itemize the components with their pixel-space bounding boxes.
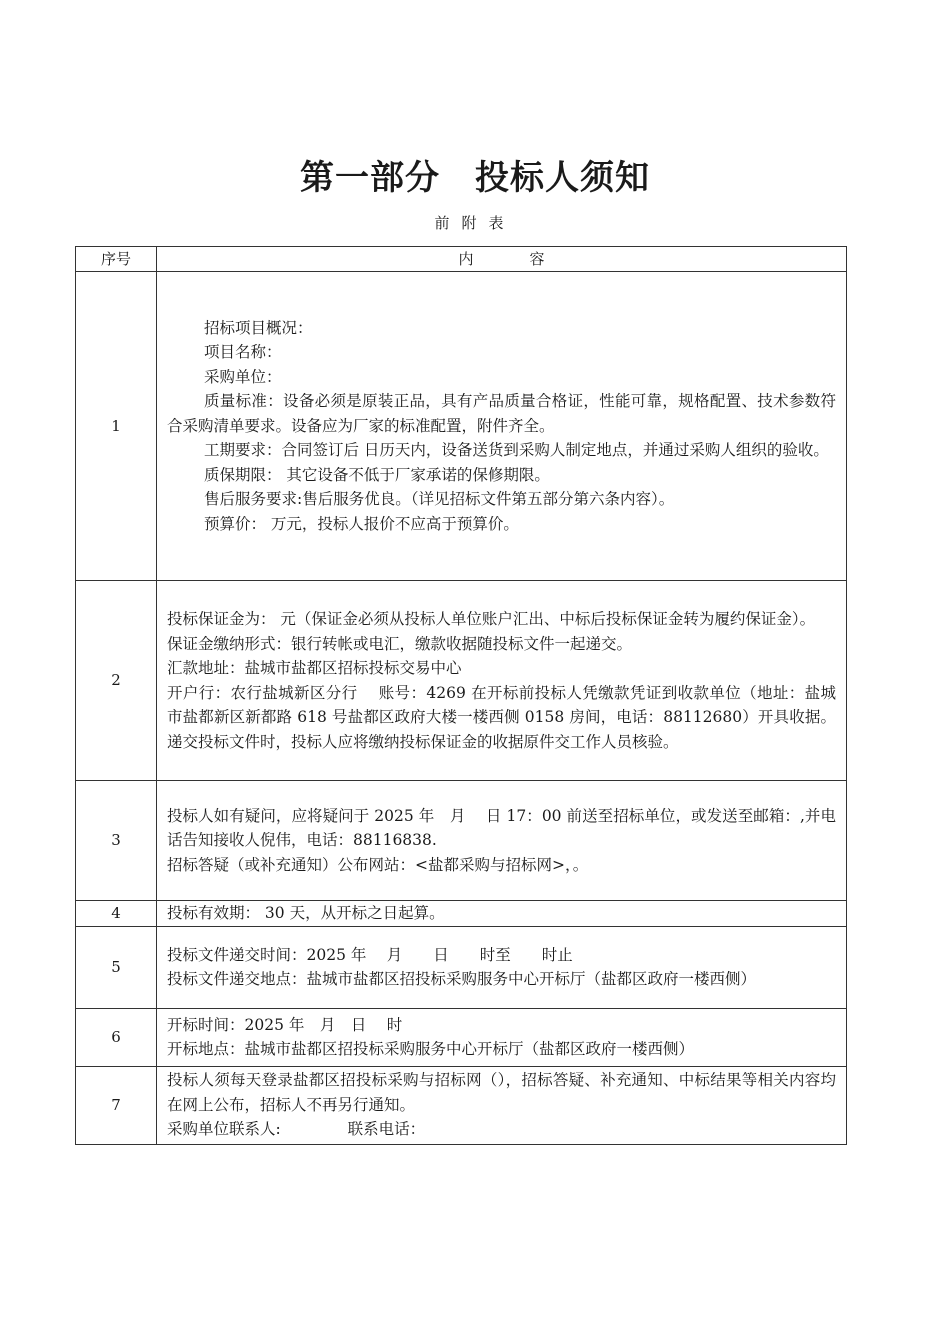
header-seq: 序号 (76, 247, 157, 272)
table-row (76, 926, 847, 1008)
content-line: 开标地点：盐城市盐都区招投标采购服务中心开标厅（盐都区政府一楼西侧） (167, 1040, 695, 1058)
row-number: 3 (76, 781, 157, 901)
row-content (157, 272, 847, 581)
row-content (157, 926, 847, 1008)
content-line: 质量标准：设备必须是原装正品，具有产品质量合格证，性能可靠，规格配置、技术参数符合采购清单要求。设备应为厂家的标准配置，附件齐全。 (167, 392, 836, 435)
content-line: 招标项目概况： (204, 318, 313, 337)
table-row (76, 1008, 847, 1066)
content-line: 采购单位联系人: 联系电话： (167, 1120, 426, 1139)
row-content (157, 1008, 847, 1066)
content-line: 投标人须每天登录盐都区招投标采购与招标网（），招标答疑、补充通知、中标结果等相关内容均在网上公布，招标人不再另行通知。 (167, 1071, 836, 1114)
content-line: 采购单位： (204, 367, 282, 386)
content-line: 质保期限： 其它设备不低于厂家承诺的保修期限。 (204, 465, 550, 484)
content-line: 开户行：农行盐城新区分行 账号：4269 在开标前投标人凭缴款凭证到收款单位（地址：盐城市盐都新区新都路 618 号盐都区政府大楼一楼西侧 0158 房间，电话：88112680）开具收据。递交投标文件时，投标人应将缴纳投标保证金的收据原件交工作人员核验。 (167, 683, 836, 751)
row-number: 1 (76, 272, 157, 581)
content-line: 投标文件递交地点：盐城市盐都区招投标采购服务中心开标厅（盐都区政府一楼西侧） (167, 970, 757, 988)
content-line: 售后服务要求:售后服务优良。（详见招标文件第五部分第六条内容）。 (204, 490, 675, 509)
content-line: 预算价： 万元，投标人报价不应高于预算价。 (204, 514, 519, 533)
row-number: 6 (76, 1008, 157, 1066)
row-number: 2 (76, 581, 157, 781)
table-row (76, 901, 847, 927)
header-content: 内容 (157, 247, 847, 272)
pre-attached-table (75, 246, 847, 1145)
table-row (76, 1066, 847, 1144)
table-row (76, 272, 847, 581)
row-content (157, 781, 847, 901)
row-number: 5 (76, 926, 157, 1008)
row-number: 4 (76, 901, 157, 927)
row-content (157, 901, 847, 927)
content-line: 投标文件递交时间：2025 年 月 日 时至 时止 (167, 945, 573, 964)
row-number: 7 (76, 1066, 157, 1144)
content-line: 汇款地址：盐城市盐都区招标投标交易中心 (167, 659, 462, 677)
content-line: 投标保证金为： 元（保证金必须从投标人单位账户汇出、中标后投标保证金转为履约保证金）。 (167, 610, 816, 628)
row-content (157, 581, 847, 781)
content-line: 招标答疑（或补充通知）公布网站：<盐都采购与招标网>，。 (167, 855, 589, 874)
table-row (76, 781, 847, 901)
row-content (157, 1066, 847, 1144)
content-line: 项目名称： (204, 343, 282, 362)
page-title: 第一部分 投标人须知 (300, 158, 650, 198)
content-line: 工期要求：合同签订后 日历天内，设备送货到采购人制定地点，并通过采购人组织的验收。 (204, 441, 829, 460)
table-row (76, 581, 847, 781)
table-header-row (76, 247, 847, 272)
content-line: 投标有效期： 30 天，从开标之日起算。 (167, 904, 445, 922)
content-line: 开标时间：2025 年 月 日 时 (167, 1015, 403, 1034)
page-subtitle: 前附表 (434, 214, 516, 232)
content-line: 保证金缴纳形式：银行转帐或电汇，缴款收据随投标文件一起递交。 (167, 634, 633, 653)
content-line: 投标人如有疑问，应将疑问于 2025 年 月 日 17：00 前送至招标单位，或发送至邮箱：,并电话告知接收人倪伟，电话：88116838. (167, 806, 836, 850)
